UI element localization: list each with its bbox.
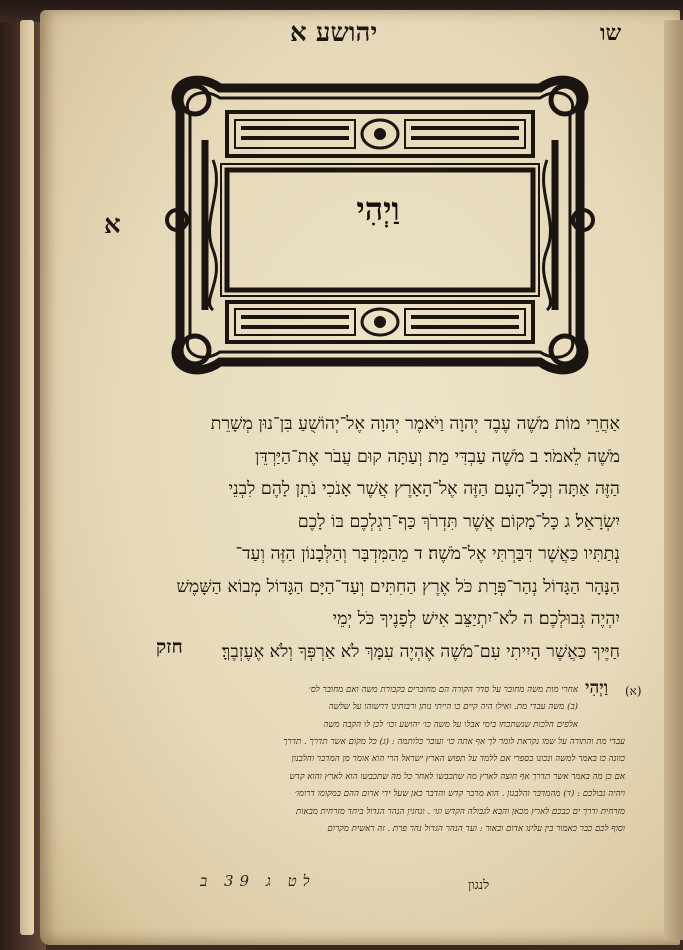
- verse-line: נְתַתִּיו כַּאֲשֶׁר דִּבַּרְתִּי אֶל־מֹשֶׁה׃ ד מֵהַמִּדְבָּר וְהַלְּבָנוֹן הַזֶּה וְעַד־: [235, 544, 620, 564]
- verse-line: אַחֲרֵי מוֹת מֹשֶׁה עֶבֶד יְהוָה וַיֹּאמֶר יְהוָה אֶל־יְהוֹשֻׁעַ בִּן־נוּן מְשָׁרֵת: [210, 414, 620, 434]
- verse-line: חַיֶּיךָ כַּאֲשֶׁר הָיִיתִי עִם־מֹשֶׁה אֶהְיֶה עִמָּךְ לֹא אַרְפְּךָ וְלֹא אֶעֶזְבֶךָּ׃: [221, 641, 620, 662]
- verse-line: יִהְיֶה גְּבוּלְכֶם׃ ה לֹא־יִתְיַצֵּב אִישׁ לְפָנֶיךָ כֹּל יְמֵי: [332, 609, 620, 629]
- commentary-line: וסוף לכם כבר כאמור בין עלינו אדום ובאור : ועד הנהר הגדול נהר פרת . זה ראשית מקרום: [327, 824, 625, 835]
- biblical-text: [95, 408, 620, 668]
- commentary-line: עבדי מת והתורה על שמו נקראת לומר לך אף אתה כו׳ ועובר כלותמה : (ג) כל מקום אשר תדרך . תדרך: [283, 737, 625, 747]
- chapter-number: א: [104, 210, 121, 240]
- commentary-line: כוונה כו באמר למשה ונכונו בספרי אם ללמד על תפוש הארץ ישראל הרי הוא אומר מן המדבר והלבנון: [291, 754, 625, 765]
- initial-word: וַיְהִי: [356, 190, 400, 228]
- commentary-line: אחרי מות משה מחובר על סדר הקורה הם מחוברים בקבורת משה ואם מחובר לס׳: [308, 685, 578, 695]
- commentary-line: מזרחית ודרך ים כבכם לארץ מכאן והבא לגבולה הקדש וגו׳ . ונחגין הנהר הגדול ביחד מזרחית מבאות: [295, 806, 625, 817]
- verse-line: הַזֶּה אַתָּה וְכָל־הָעָם הַזֶּה אֶל־הָאָרֶץ אֲשֶׁר אָנֹכִי נֹתֵן לָהֶם לִבְנֵי: [228, 479, 620, 499]
- chazak-word: חזק: [156, 636, 183, 658]
- commentary-line: אלפים הלכות שנשתכחו בימי אבלו על משה כו׳ יהושע וכו׳ לכן לו הקבה משה: [323, 719, 578, 730]
- catchword: לנגון: [468, 878, 490, 893]
- folio-number: שו: [600, 20, 622, 46]
- page-fore-edge: [664, 20, 683, 940]
- running-header-title: יהושע א: [290, 18, 378, 48]
- commentary-note-label: (א): [625, 684, 642, 698]
- commentary-line: (ב) משה עבדי מת. ואילו היה קיים כו הייתי נותן ורבותינו דרשוהו על שלשה: [328, 702, 578, 713]
- verse-line: הַנָּהָר הַגָּדוֹל נְהַר־פְּרָת כֹּל אֶרֶץ הַחִתִּים וְעַד־הַיָּם הַגָּדוֹל מְבוֹא הַשָּׁמֶשׁ: [176, 576, 620, 597]
- commentary-block-bottom: [70, 734, 625, 838]
- commentary-lemma: וַיְהִי: [585, 678, 609, 698]
- verse-line: יִשְׂרָאֵל׃ ג כָּל־מָקוֹם אֲשֶׁר תִּדְרֹךְ כַּף־רַגְלְכֶם בּוֹ לָכֶם: [297, 511, 620, 532]
- handwritten-numbers: לט ג 39 ב: [200, 872, 316, 890]
- commentary-block-top: [70, 682, 578, 734]
- commentary-line: אם כן מה באמר אשר תדרך אף חוצה לארץ מה שתכבשו לאחר כל מה שתכבשו הוא לארץ והוא קדש: [289, 771, 625, 782]
- commentary-line: ויהיה גבולכם : (ד) מהמדבר והלבנון . הוא מדבר קדש והדבר כאן שעל ידי אדום ההם במקומו דרומו׳: [294, 789, 625, 800]
- verse-line: מֹשֶׁה לֵאמֹר׃ ב מֹשֶׁה עַבְדִּי מֵת וְעַתָּה קוּם עֲבֹר אֶת־הַיַּרְדֵּן: [254, 446, 620, 467]
- page-edge-stack: [20, 20, 34, 935]
